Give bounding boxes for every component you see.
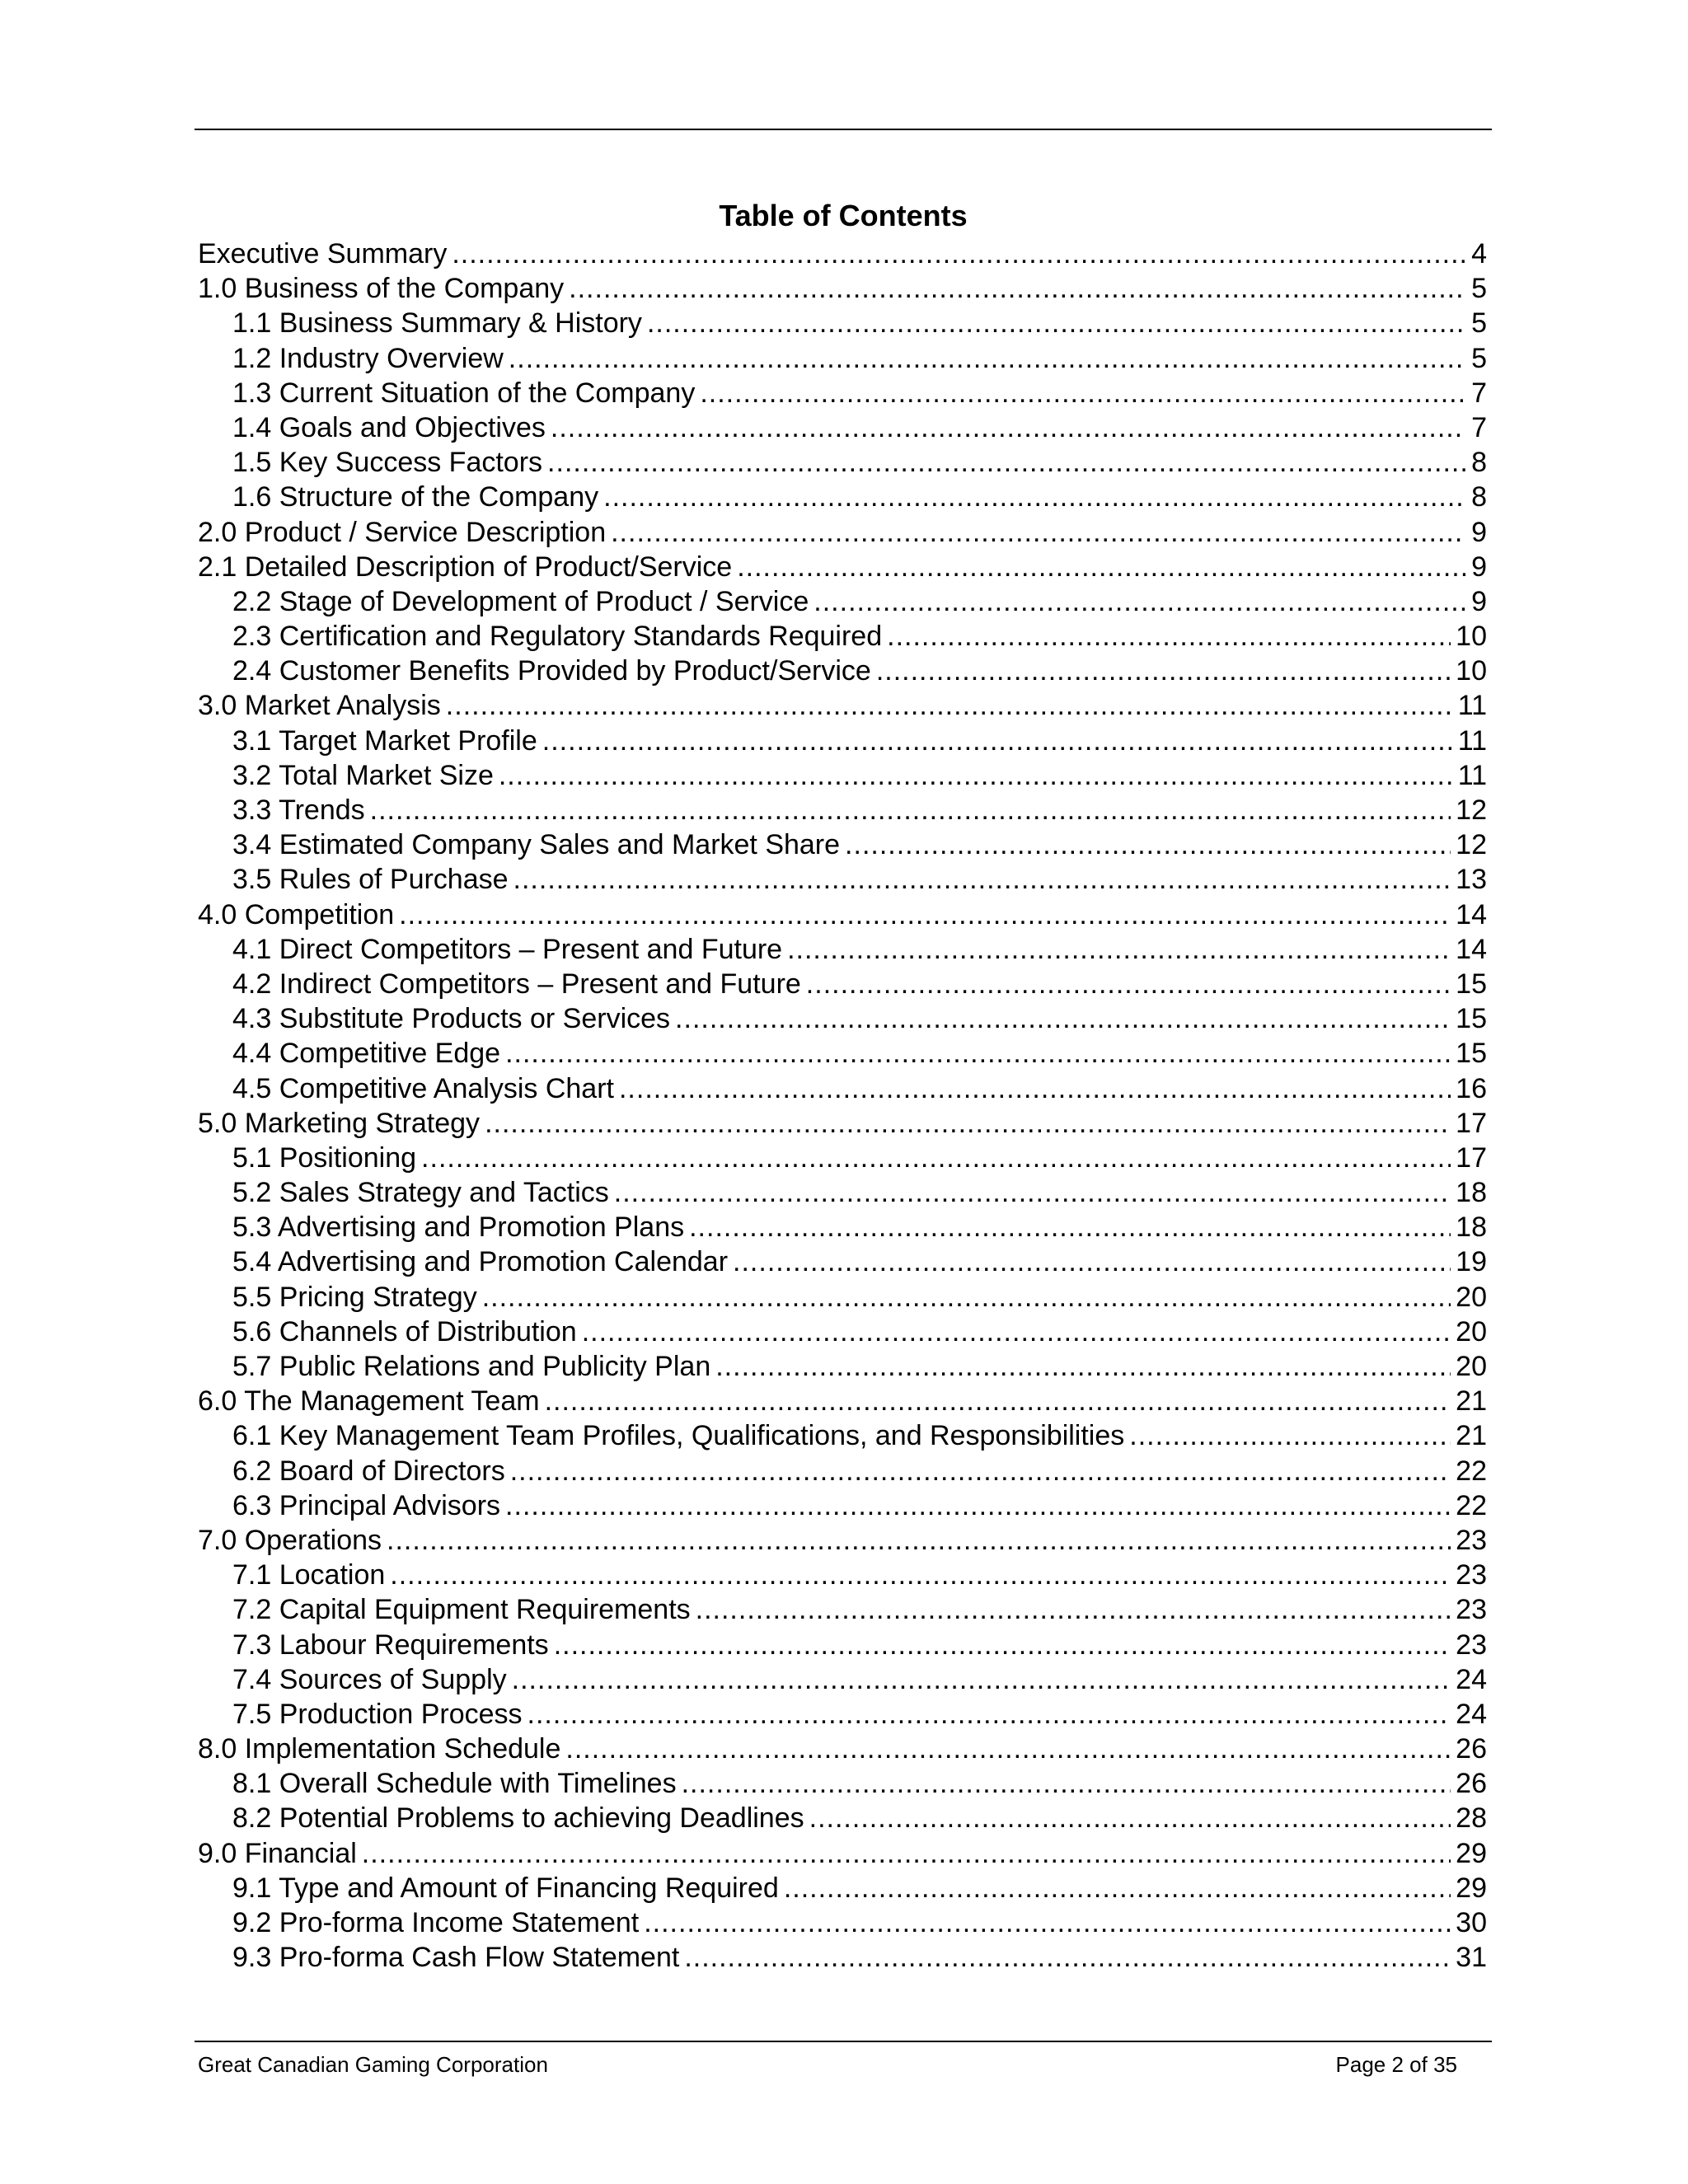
- toc-dot-leader: [510, 1454, 1451, 1488]
- toc-dot-leader: [505, 1036, 1451, 1071]
- toc-dot-leader: [684, 1940, 1451, 1975]
- toc-entry-title: 6.1 Key Management Team Profiles, Qualifications, and Responsibilities: [232, 1420, 1125, 1452]
- toc-dot-leader: [700, 376, 1465, 410]
- toc-dot-leader: [512, 1662, 1451, 1697]
- toc-title: Table of Contents: [719, 199, 968, 232]
- toc-entry-page: 4: [1471, 238, 1487, 269]
- toc-dot-leader: [387, 1523, 1451, 1558]
- toc-entry-title: 1.2 Industry Overview: [232, 342, 504, 374]
- toc-entry-page: 20: [1456, 1315, 1487, 1347]
- toc-entry[interactable]: [198, 1244, 1487, 1279]
- toc-entry-page: 11: [1457, 690, 1487, 722]
- toc-entry-title: 8.1 Overall Schedule with Timelines: [232, 1768, 677, 1800]
- toc-entry-title: 7.4 Sources of Supply: [232, 1663, 507, 1695]
- toc-entry-page: 7: [1471, 411, 1487, 443]
- toc-entry-title: 7.5 Production Process: [232, 1698, 523, 1730]
- toc-entry[interactable]: [198, 1488, 1487, 1523]
- toc-entry[interactable]: [198, 306, 1487, 340]
- toc-entry-title: 3.2 Total Market Size: [232, 759, 494, 791]
- toc-dot-leader: [362, 1836, 1451, 1871]
- toc-entry[interactable]: [198, 1071, 1487, 1106]
- toc-dot-leader: [647, 306, 1465, 340]
- toc-entry[interactable]: [198, 1349, 1487, 1384]
- toc-entry-page: 17: [1456, 1107, 1487, 1139]
- toc-dot-leader: [528, 1697, 1451, 1732]
- toc-entry[interactable]: [198, 688, 1487, 723]
- toc-entry-title: 4.3 Substitute Products or Services: [232, 1003, 671, 1035]
- toc-entry-page: 15: [1456, 1038, 1487, 1070]
- toc-dot-leader: [446, 688, 1453, 723]
- toc-entry[interactable]: [198, 445, 1487, 480]
- toc-entry-page: 10: [1456, 621, 1487, 653]
- toc-entry[interactable]: [198, 271, 1487, 306]
- toc-entry-title: 2.2 Stage of Development of Product / Service: [232, 585, 809, 617]
- toc-entry[interactable]: [198, 827, 1487, 862]
- toc-entry-page: 11: [1457, 724, 1487, 757]
- toc-dot-leader: [806, 967, 1451, 1001]
- toc-entry[interactable]: [198, 1036, 1487, 1071]
- toc-dot-leader: [542, 724, 1453, 758]
- toc-dot-leader: [845, 827, 1451, 862]
- toc-dot-leader: [675, 1001, 1451, 1036]
- toc-dot-leader: [452, 237, 1465, 271]
- toc-entry[interactable]: [198, 550, 1487, 584]
- toc-entry-page: 26: [1456, 1768, 1487, 1800]
- toc-entry-title: 9.2 Pro-forma Income Statement: [232, 1907, 640, 1938]
- toc-dot-leader: [603, 480, 1465, 514]
- toc-dot-leader: [569, 271, 1465, 306]
- toc-dot-leader: [485, 1106, 1451, 1141]
- toc-entry[interactable]: [198, 1106, 1487, 1141]
- toc-entry-page: 29: [1456, 1872, 1487, 1904]
- toc-entry-title: 9.3 Pro-forma Cash Flow Statement: [232, 1942, 680, 1974]
- toc-entry[interactable]: [198, 1558, 1487, 1592]
- toc-entry-title: 9.0 Financial: [198, 1837, 357, 1869]
- toc-entry-page: 18: [1456, 1177, 1487, 1209]
- toc-entry-title: 9.1 Type and Amount of Financing Required: [232, 1872, 779, 1904]
- toc-entry-title: 5.6 Channels of Distribution: [232, 1315, 577, 1347]
- toc-entry[interactable]: [198, 967, 1487, 1001]
- toc-dot-leader: [715, 1349, 1451, 1384]
- footer-rule: [195, 2041, 1492, 2042]
- toc-dot-leader: [689, 1210, 1451, 1244]
- toc-entry-title: 4.0 Competition: [198, 898, 395, 930]
- toc-dot-leader: [696, 1592, 1451, 1627]
- toc-entry-title: 2.1 Detailed Description of Product/Service: [198, 551, 733, 583]
- header-rule: [195, 129, 1492, 130]
- toc-entry[interactable]: [198, 1871, 1487, 1905]
- toc-entry-page: 23: [1456, 1559, 1487, 1591]
- toc-entry[interactable]: [198, 480, 1487, 514]
- toc-entry[interactable]: [198, 1836, 1487, 1871]
- toc-entry-page: 28: [1456, 1802, 1487, 1835]
- toc-entry-title: 5.4 Advertising and Promotion Calendar: [232, 1246, 729, 1278]
- toc-dot-leader: [582, 1315, 1451, 1349]
- toc-entry-title: 1.4 Goals and Objectives: [232, 411, 546, 443]
- toc-entry-page: 29: [1456, 1837, 1487, 1869]
- toc-entry-page: 24: [1456, 1698, 1487, 1730]
- toc-dot-leader: [787, 932, 1451, 967]
- toc-dot-leader: [499, 758, 1453, 793]
- toc-dot-leader: [682, 1766, 1451, 1801]
- toc-entry[interactable]: [198, 1662, 1487, 1697]
- toc-dot-leader: [513, 862, 1451, 897]
- toc-entry-title: 4.4 Competitive Edge: [232, 1038, 501, 1070]
- toc-entry-page: 24: [1456, 1663, 1487, 1695]
- toc-dot-leader: [370, 793, 1451, 827]
- toc-entry[interactable]: [198, 1175, 1487, 1210]
- toc-entry-title: Executive Summary: [198, 238, 448, 269]
- toc-dot-leader: [551, 410, 1465, 445]
- toc-entry-title: 3.4 Estimated Company Sales and Market Share: [232, 829, 841, 861]
- toc-entry-page: 7: [1471, 377, 1487, 409]
- toc-entry-page: 14: [1456, 898, 1487, 930]
- toc-entry-page: 23: [1456, 1524, 1487, 1556]
- toc-entry[interactable]: [198, 654, 1487, 688]
- toc-entry-title: 5.3 Advertising and Promotion Plans: [232, 1212, 685, 1244]
- toc-dot-leader: [809, 1801, 1451, 1835]
- toc-dot-leader: [814, 584, 1465, 619]
- toc-entry-page: 26: [1456, 1733, 1487, 1765]
- toc-entry[interactable]: [198, 1592, 1487, 1627]
- toc-entry-page: 30: [1456, 1907, 1487, 1938]
- toc-dot-leader: [482, 1280, 1451, 1315]
- toc-entry-page: 10: [1456, 655, 1487, 687]
- toc-entry-title: 7.1 Location: [232, 1559, 386, 1591]
- toc-entry-page: 23: [1456, 1629, 1487, 1661]
- toc-entry-page: 31: [1456, 1942, 1487, 1974]
- toc-entry[interactable]: [198, 410, 1487, 445]
- toc-entry-title: 7.2 Capital Equipment Requirements: [232, 1594, 691, 1626]
- toc-entry[interactable]: [198, 1801, 1487, 1835]
- toc-dot-leader: [784, 1871, 1451, 1905]
- toc-entry-page: 12: [1456, 829, 1487, 861]
- toc-dot-leader: [619, 1071, 1451, 1106]
- toc-entry[interactable]: [198, 1001, 1487, 1036]
- toc-entry[interactable]: [198, 1766, 1487, 1801]
- toc-entry-title: 4.1 Direct Competitors – Present and Future: [232, 933, 783, 965]
- toc-entry-title: 8.0 Implementation Schedule: [198, 1733, 561, 1765]
- toc-dot-leader: [390, 1558, 1451, 1592]
- toc-entry-page: 8: [1471, 481, 1487, 513]
- toc-entry-page: 12: [1456, 794, 1487, 826]
- toc-entry[interactable]: [198, 1280, 1487, 1315]
- toc-entry-page: 19: [1456, 1246, 1487, 1278]
- toc-entry-page: 17: [1456, 1141, 1487, 1174]
- toc-entry-title: 4.2 Indirect Competitors – Present and Future: [232, 968, 801, 1000]
- toc-entry[interactable]: [198, 1523, 1487, 1558]
- toc-entry-page: 14: [1456, 933, 1487, 965]
- toc-entry-title: 1.6 Structure of the Company: [232, 481, 599, 513]
- toc-entry-page: 20: [1456, 1351, 1487, 1382]
- toc-entry[interactable]: [198, 1418, 1487, 1453]
- toc-dot-leader: [545, 1384, 1451, 1418]
- toc-entry[interactable]: [198, 515, 1487, 550]
- toc-dot-leader: [887, 619, 1451, 654]
- toc-entry-page: 11: [1457, 759, 1487, 791]
- toc-entry-page: 21: [1456, 1385, 1487, 1418]
- toc-entry-title: 5.0 Marketing Strategy: [198, 1107, 481, 1139]
- toc-entry-title: 7.3 Labour Requirements: [232, 1629, 549, 1661]
- toc-entry[interactable]: [198, 1141, 1487, 1175]
- toc-dot-leader: [421, 1141, 1451, 1175]
- toc-entry-page: 5: [1471, 307, 1487, 340]
- toc-entry[interactable]: [198, 1940, 1487, 1975]
- footer-company: Great Canadian Gaming Corporation: [198, 2052, 548, 2077]
- toc-dot-leader: [614, 1175, 1451, 1210]
- toc-entry-title: 2.4 Customer Benefits Provided by Product/Service: [232, 655, 871, 687]
- toc-dot-leader: [644, 1905, 1451, 1940]
- toc-dot-leader: [547, 445, 1465, 480]
- toc-entry-title: 3.0 Market Analysis: [198, 690, 441, 722]
- toc-entry-page: 8: [1471, 447, 1487, 479]
- toc-entry-page: 21: [1456, 1420, 1487, 1452]
- toc-entry-title: 1.1 Business Summary & History: [232, 307, 642, 340]
- toc-entry-title: 6.0 The Management Team: [198, 1385, 540, 1418]
- toc-entry-title: 2.0 Product / Service Description: [198, 516, 607, 548]
- toc-entry[interactable]: [198, 932, 1487, 967]
- toc-dot-leader: [565, 1732, 1451, 1766]
- toc-entry-page: 9: [1471, 551, 1487, 583]
- toc-entry[interactable]: [198, 1315, 1487, 1349]
- toc-entry[interactable]: [198, 862, 1487, 897]
- toc-entry[interactable]: [198, 341, 1487, 376]
- toc-entry[interactable]: [198, 584, 1487, 619]
- toc-entry-page: 9: [1471, 585, 1487, 617]
- toc-entry[interactable]: [198, 1905, 1487, 1940]
- toc-entry-page: 23: [1456, 1594, 1487, 1626]
- toc-entry[interactable]: [198, 619, 1487, 654]
- toc-entry-title: 5.1 Positioning: [232, 1141, 417, 1174]
- toc-entry-page: 22: [1456, 1489, 1487, 1521]
- toc-dot-leader: [611, 515, 1465, 550]
- toc-dot-leader: [399, 898, 1451, 932]
- toc-entry-title: 3.1 Target Market Profile: [232, 724, 537, 757]
- toc-entry-title: 2.3 Certification and Regulatory Standards Required: [232, 621, 883, 653]
- toc-entry[interactable]: [198, 237, 1487, 271]
- toc-entry[interactable]: [198, 1384, 1487, 1418]
- toc-dot-leader: [505, 1488, 1451, 1523]
- toc-entry[interactable]: [198, 724, 1487, 758]
- toc-entry[interactable]: [198, 1697, 1487, 1732]
- toc-entry-title: 3.5 Rules of Purchase: [232, 864, 509, 896]
- toc-dot-leader: [554, 1628, 1451, 1662]
- toc-entry[interactable]: [198, 793, 1487, 827]
- toc-entry[interactable]: [198, 1628, 1487, 1662]
- table-of-contents: [198, 237, 1487, 1975]
- toc-entry-title: 8.2 Potential Problems to achieving Deadlines: [232, 1802, 804, 1835]
- toc-entry-title: 4.5 Competitive Analysis Chart: [232, 1072, 614, 1104]
- toc-entry-page: 22: [1456, 1455, 1487, 1487]
- toc-entry-page: 5: [1471, 342, 1487, 374]
- toc-entry[interactable]: [198, 376, 1487, 410]
- toc-entry-page: 18: [1456, 1212, 1487, 1244]
- toc-dot-leader: [876, 654, 1451, 688]
- toc-dot-leader: [737, 550, 1465, 584]
- toc-entry-title: 3.3 Trends: [232, 794, 365, 826]
- toc-entry[interactable]: [198, 1732, 1487, 1766]
- toc-entry-title: 5.2 Sales Strategy and Tactics: [232, 1177, 609, 1209]
- toc-entry-title: 5.7 Public Relations and Publicity Plan: [232, 1351, 711, 1382]
- toc-entry-page: 15: [1456, 1003, 1487, 1035]
- toc-entry-title: 1.5 Key Success Factors: [232, 447, 543, 479]
- toc-entry-page: 16: [1456, 1072, 1487, 1104]
- toc-entry-title: 5.5 Pricing Strategy: [232, 1281, 477, 1313]
- toc-entry[interactable]: [198, 1210, 1487, 1244]
- toc-entry[interactable]: [198, 898, 1487, 932]
- toc-entry-page: 9: [1471, 516, 1487, 548]
- toc-dot-leader: [509, 341, 1465, 376]
- toc-entry-page: 20: [1456, 1281, 1487, 1313]
- toc-entry[interactable]: [198, 758, 1487, 793]
- toc-entry-page: 15: [1456, 968, 1487, 1000]
- toc-dot-leader: [1129, 1418, 1451, 1453]
- toc-entry-title: 1.3 Current Situation of the Company: [232, 377, 696, 409]
- toc-dot-leader: [733, 1244, 1451, 1279]
- toc-entry-page: 5: [1471, 273, 1487, 305]
- toc-entry-title: 1.0 Business of the Company: [198, 273, 565, 305]
- toc-entry[interactable]: [198, 1454, 1487, 1488]
- toc-entry-title: 7.0 Operations: [198, 1524, 382, 1556]
- toc-entry-page: 13: [1456, 864, 1487, 896]
- toc-entry-title: 6.3 Principal Advisors: [232, 1489, 501, 1521]
- toc-entry-title: 6.2 Board of Directors: [232, 1455, 505, 1487]
- footer-page-number: Page 2 of 35: [1335, 2052, 1457, 2077]
